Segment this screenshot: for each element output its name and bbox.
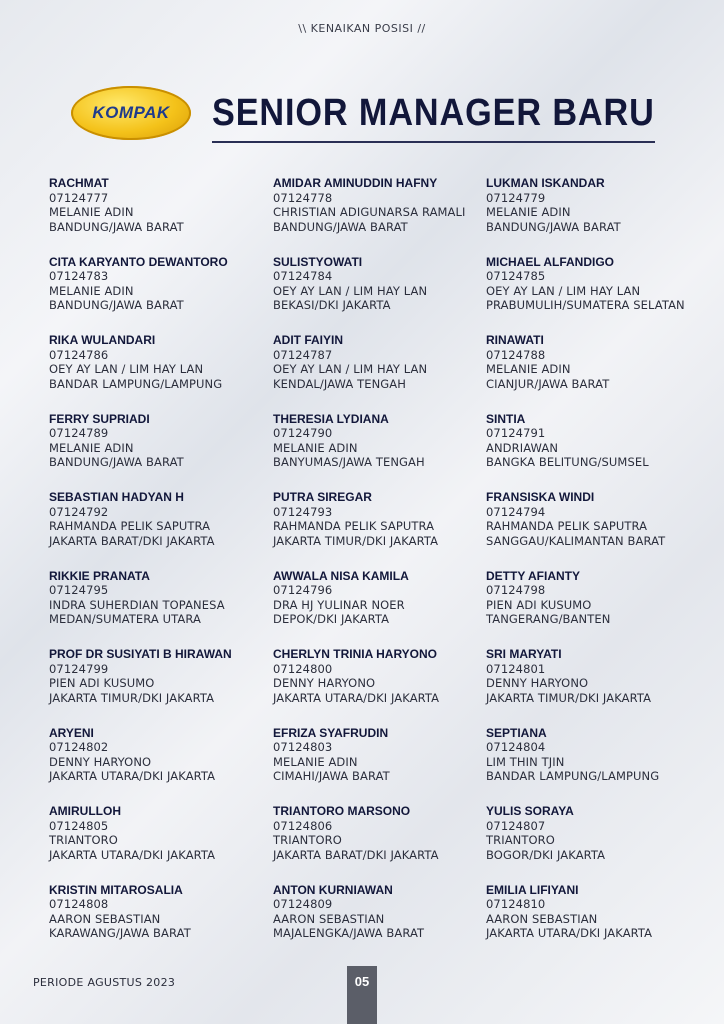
member-id: 07124792 [49,504,109,519]
member-upline: CHRISTIAN ADIGUNARSA RAMALI [273,205,466,219]
member-id: 07124796 [273,583,333,597]
member-location: JAKARTA UTARA/DKI JAKARTA [49,847,216,862]
member-name: SULISTYOWATI [273,254,363,269]
member-id: 07124798 [486,583,546,597]
member-entry [486,726,706,805]
member-name: RINAWATI [486,333,544,347]
member-upline: ANDRIAWAN [486,440,559,455]
member-upline: TRIANTORO [273,833,342,847]
member-upline: DRA HJ YULINAR NOER [273,597,405,612]
member-upline: AARON SEBASTIAN [486,911,598,926]
member-id: 07124800 [273,661,333,676]
member-upline: RAHMANDA PELIK SAPUTRA [49,519,211,533]
member-upline: OEY AY LAN / LIM HAY LAN [273,283,428,298]
page-number: 05 [347,966,377,1024]
member-id: 07124791 [486,426,546,440]
member-entry [273,412,486,491]
member-name: ADIT FAIYIN [273,333,344,347]
member-upline: TRIANTORO [49,833,118,847]
member-location: JAKARTA TIMUR/DKI JAKARTA [273,533,439,548]
member-location: CIANJUR/JAWA BARAT [486,376,610,391]
member-upline: MELANIE ADIN [486,362,571,376]
member-location: JAKARTA UTARA/DKI JAKARTA [273,690,440,705]
member-location: BOGOR/DKI JAKARTA [486,847,606,862]
member-entry [273,647,486,726]
member-id: 07124790 [273,426,333,440]
member-location: JAKARTA BARAT/DKI JAKARTA [49,533,215,548]
member-id: 07124810 [486,897,546,911]
member-name: EMILIA LIFIYANI [486,882,579,897]
member-name: MICHAEL ALFANDIGO [486,254,614,269]
member-entry [273,176,486,255]
member-name: KRISTIN MITAROSALIA [49,882,183,897]
member-entry [486,255,706,334]
member-entry [49,726,273,805]
member-entry [486,333,706,412]
member-location: KENDAL/JAWA TENGAH [273,376,407,391]
member-entry [273,333,486,412]
member-location: BANDUNG/JAWA BARAT [49,455,184,469]
member-name: CITA KARYANTO DEWANTORO [49,254,228,269]
member-location: BANDUNG/JAWA BARAT [49,298,184,312]
member-entry [486,647,706,726]
member-id: 07124795 [49,583,109,597]
member-id: 07124778 [273,190,333,205]
member-name: PROF DR SUSIYATI B HIRAWAN [49,647,232,661]
member-name: AWWALA NISA KAMILA [273,568,409,583]
member-upline: INDRA SUHERDIAN TOPANESA [49,597,225,612]
member-entry [49,569,273,648]
member-entry [273,804,486,883]
member-id: 07124802 [49,740,109,754]
member-entry [49,333,273,412]
member-name: LUKMAN ISKANDAR [486,176,605,190]
member-id: 07124783 [49,269,109,283]
member-upline: TRIANTORO [486,833,555,847]
member-entry [49,255,273,334]
member-id: 07124785 [486,269,546,283]
member-id: 07124809 [273,897,333,911]
member-id: 07124807 [486,818,546,833]
member-location: JAKARTA TIMUR/DKI JAKARTA [486,690,652,705]
member-id: 07124787 [273,347,333,362]
member-upline: MELANIE ADIN [49,440,134,455]
member-id: 07124793 [273,504,333,519]
member-location: JAKARTA UTARA/DKI JAKARTA [49,769,216,783]
member-location: BANYUMAS/JAWA TENGAH [273,455,425,469]
member-location: BANDAR LAMPUNG/LAMPUNG [486,769,660,783]
member-entry [49,490,273,569]
member-location: DEPOK/DKI JAKARTA [273,612,390,626]
member-name: SEBASTIAN HADYAN H [49,490,184,504]
member-upline: MELANIE ADIN [486,205,571,219]
member-entry [273,726,486,805]
member-name: CHERLYN TRINIA HARYONO [273,647,438,661]
member-entry [486,412,706,491]
member-location: KARAWANG/JAWA BARAT [49,926,191,940]
member-upline: OEY AY LAN / LIM HAY LAN [273,362,428,376]
member-id: 07124808 [49,897,109,911]
member-upline: DENNY HARYONO [49,754,152,769]
member-entry [273,569,486,648]
member-location: MAJALENGKA/JAWA BARAT [273,926,425,940]
title-divider [212,141,655,143]
member-id: 07124794 [486,504,546,519]
member-name: YULIS SORAYA [486,804,574,818]
member-location: JAKARTA BARAT/DKI JAKARTA [273,847,439,862]
member-name: ANTON KURNIAWAN [273,882,393,897]
member-location: MEDAN/SUMATERA UTARA [49,612,201,626]
member-name: FERRY SUPRIADI [49,411,150,426]
member-upline: MELANIE ADIN [49,205,134,219]
member-id: 07124784 [273,269,333,283]
member-location: BANDUNG/JAWA BARAT [273,219,408,234]
page-title: SENIOR MANAGER BARU [212,92,655,134]
member-name: AMIRULLOH [49,804,121,818]
member-id: 07124801 [486,661,546,676]
member-entry [486,804,706,883]
logo-text: KOMPAK [92,103,170,122]
member-id: 07124799 [49,661,109,676]
member-entry [486,569,706,648]
member-name: SINTIA [486,411,526,426]
entries-grid [49,176,706,961]
member-name: RIKKIE PRANATA [49,568,150,583]
member-location: PRABUMULIH/SUMATERA SELATAN [486,298,685,312]
member-id: 07124786 [49,347,109,362]
member-name: SEPTIANA [486,725,547,740]
member-upline: MELANIE ADIN [49,283,134,298]
member-upline: RAHMANDA PELIK SAPUTRA [486,519,648,533]
member-name: TRIANTORO MARSONO [273,804,411,818]
period-label: PERIODE AGUSTUS 2023 [33,976,176,989]
member-upline: PIEN ADI KUSUMO [486,597,592,612]
member-name: AMIDAR AMINUDDIN HAFNY [273,176,438,190]
kompak-logo [71,86,191,140]
member-name: FRANSISKA WINDI [486,490,595,504]
member-entry [273,490,486,569]
member-entry [49,176,273,255]
section-label: \\ KENAIKAN POSISI // [298,22,426,35]
member-entry [273,883,486,962]
member-upline: LIM THIN TJIN [486,754,565,769]
member-location: BEKASI/DKI JAKARTA [273,298,391,312]
member-id: 07124805 [49,818,109,833]
member-name: ARYENI [49,725,94,740]
member-upline: RAHMANDA PELIK SAPUTRA [273,519,435,533]
member-upline: MELANIE ADIN [273,440,358,455]
member-name: SRI MARYATI [486,647,562,661]
member-entry [486,490,706,569]
member-upline: AARON SEBASTIAN [273,911,385,926]
member-location: SANGGAU/KALIMANTAN BARAT [486,533,666,548]
member-entry [49,412,273,491]
member-upline: PIEN ADI KUSUMO [49,676,155,690]
member-name: DETTY AFIANTY [486,568,581,583]
member-upline: OEY AY LAN / LIM HAY LAN [49,362,204,376]
member-upline: DENNY HARYONO [486,676,589,690]
member-entry [49,647,273,726]
member-name: THERESIA LYDIANA [273,411,389,426]
member-upline: MELANIE ADIN [273,754,358,769]
member-name: RACHMAT [49,176,109,190]
member-entry [486,883,706,962]
member-location: BANDUNG/JAWA BARAT [486,219,621,234]
member-upline: OEY AY LAN / LIM HAY LAN [486,283,641,298]
member-entry [486,176,706,255]
member-id: 07124803 [273,740,333,754]
member-location: BANGKA BELITUNG/SUMSEL [486,455,649,469]
member-id: 07124788 [486,347,546,362]
member-name: EFRIZA SYAFRUDIN [273,725,389,740]
member-id: 07124779 [486,190,546,205]
member-entry [49,804,273,883]
member-id: 07124804 [486,740,546,754]
member-location: JAKARTA UTARA/DKI JAKARTA [486,926,653,940]
member-upline: DENNY HARYONO [273,676,376,690]
member-id: 07124806 [273,818,333,833]
member-name: PUTRA SIREGAR [273,490,372,504]
member-id: 07124789 [49,426,109,440]
member-location: JAKARTA TIMUR/DKI JAKARTA [49,690,215,705]
member-entry [49,883,273,962]
member-location: BANDAR LAMPUNG/LAMPUNG [49,376,223,391]
member-id: 07124777 [49,190,109,205]
member-upline: AARON SEBASTIAN [49,911,161,926]
member-location: TANGERANG/BANTEN [486,612,611,626]
member-location: BANDUNG/JAWA BARAT [49,219,184,234]
member-entry [273,255,486,334]
member-location: CIMAHI/JAWA BARAT [273,769,390,783]
member-name: RIKA WULANDARI [49,333,156,347]
